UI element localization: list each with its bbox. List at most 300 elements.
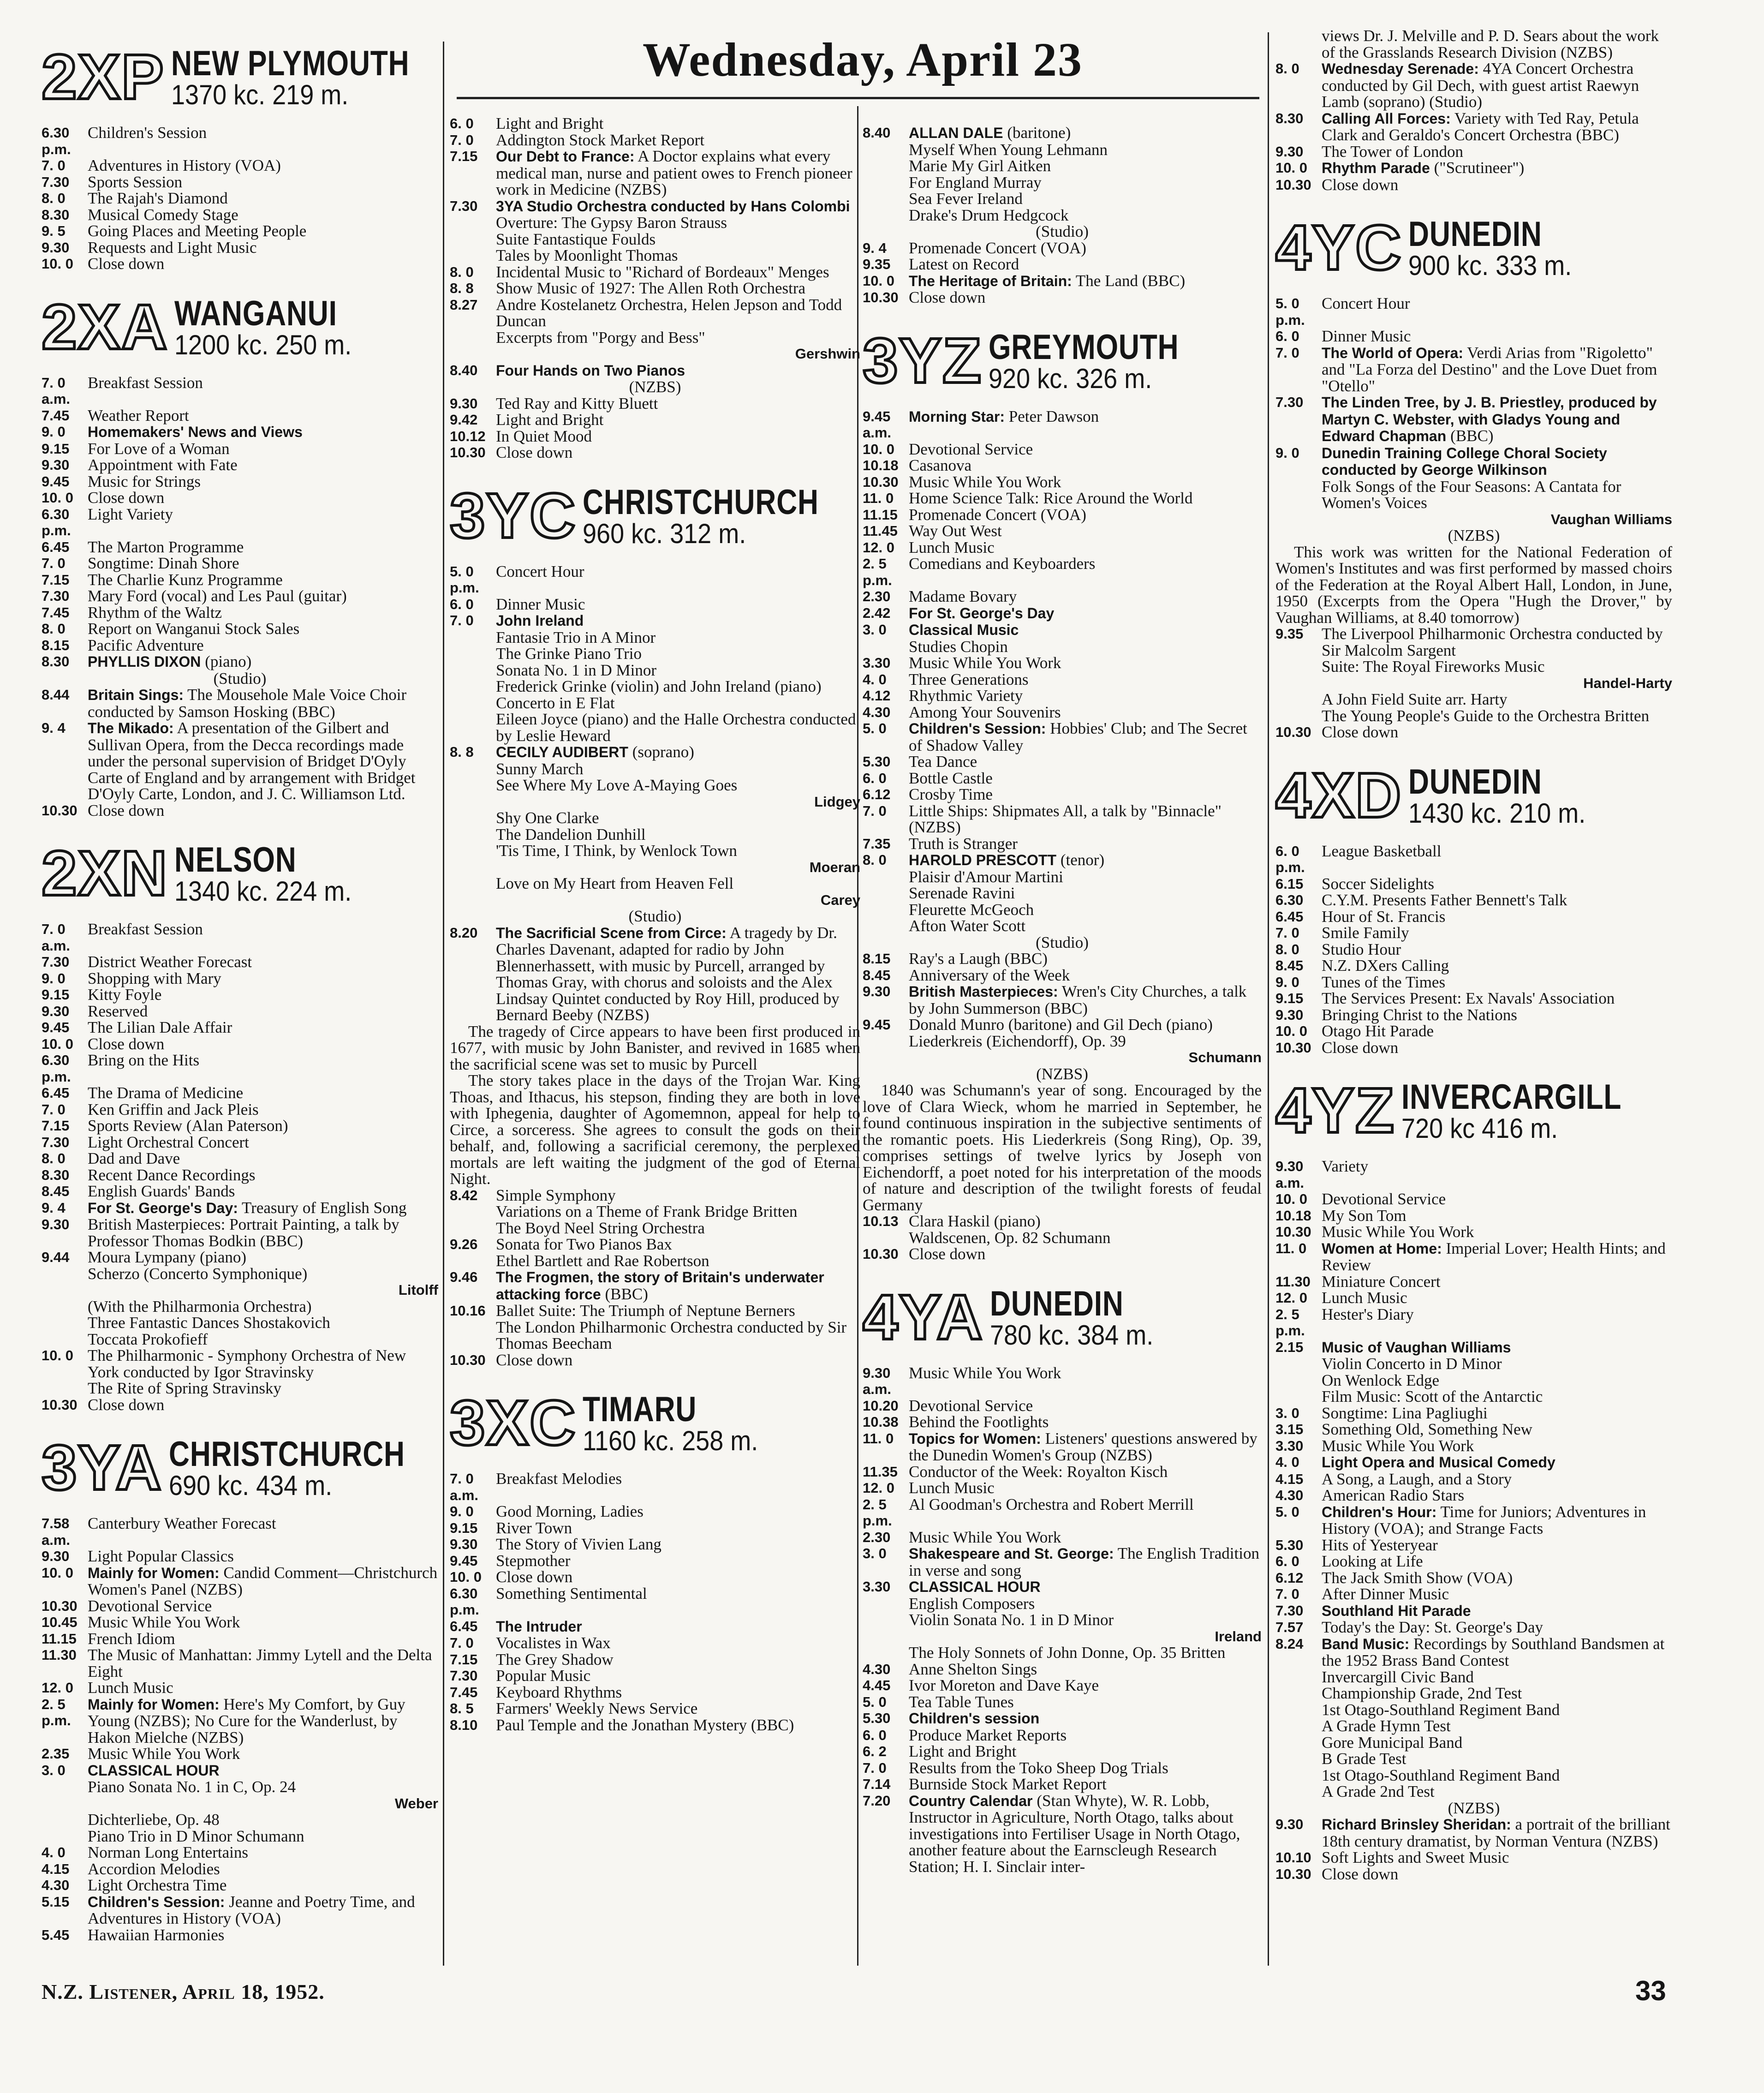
programme-title: Close down xyxy=(496,1568,573,1586)
programme-item xyxy=(450,198,860,215)
programme-title: Mainly for Women: Candid Comment—Christchurch Women's Panel (NZBS) xyxy=(88,1563,438,1598)
programme-time: 9. 4 xyxy=(42,1199,66,1216)
programme-title: Close down xyxy=(88,1395,165,1414)
programme-title: Farmers' Weekly News Service xyxy=(496,1699,698,1717)
programme-time: 4.15 xyxy=(42,1860,70,1877)
programme-time: 6.30 p.m. xyxy=(42,125,71,157)
bold-title: Children's Session: xyxy=(909,720,1046,737)
programme-detail: Liederkreis (Eichendorff), Op. 39 xyxy=(909,1032,1126,1050)
programme-detail: Toccata Prokofieff xyxy=(88,1330,208,1348)
programme-time: 8.24 xyxy=(1275,1635,1304,1652)
programme-item xyxy=(863,1710,1262,1727)
programme-title: Dinner Music xyxy=(1322,327,1411,345)
programme-time: 12. 0 xyxy=(863,539,894,556)
programme-list xyxy=(42,375,438,819)
programme-title: Al Goodman's Orchestra and Robert Merrill xyxy=(909,1495,1194,1513)
programme-time: 10. 0 xyxy=(42,1347,73,1363)
programme-item xyxy=(450,1352,860,1369)
programme-title: Rhythm Parade ("Scrutineer") xyxy=(1322,159,1525,177)
bold-title: Mainly for Women: xyxy=(88,1696,220,1713)
programme-time: 5. 0 p.m. xyxy=(450,563,479,596)
station-info xyxy=(1401,1077,1670,1144)
programme-time: 2. 5 p.m. xyxy=(863,556,892,588)
programme-title: Lunch Music xyxy=(88,1679,173,1697)
programme-title: Hour of St. Francis xyxy=(1322,907,1446,926)
programme-title: Music While You Work xyxy=(909,654,1061,672)
station-frequency: 1340 kc. 224 m. xyxy=(174,876,352,907)
programme-title: Shopping with Mary xyxy=(88,969,221,987)
programme-title: Sonata for Two Pianos Bax xyxy=(496,1235,672,1253)
programme-item xyxy=(42,1861,438,1878)
programme-item xyxy=(42,954,438,970)
programme-time: 2. 5 p.m. xyxy=(863,1496,892,1529)
programme-title: Breakfast Melodies xyxy=(496,1470,622,1488)
station-block xyxy=(1275,28,1672,193)
programme-item xyxy=(1275,394,1672,445)
station-info xyxy=(1408,217,1590,280)
programme-item xyxy=(42,1003,438,1020)
programme-title: Close down xyxy=(496,443,573,461)
programme-title: Our Debt to France: A Doctor explains what every medical man, nurse and patient owes to French pioneer work in Medicine (NZBS) xyxy=(496,147,852,198)
station-city: DUNEDIN xyxy=(1408,762,1543,801)
programme-time: 9.30 xyxy=(450,1536,478,1552)
station-city: TIMARU xyxy=(583,1390,697,1429)
bold-title: HAROLD PRESCOTT xyxy=(909,852,1061,868)
programme-time: 10. 0 xyxy=(450,1569,482,1585)
programme-time: 7.30 xyxy=(1275,394,1304,410)
programme-time: 5. 0 xyxy=(863,1693,887,1710)
programme-time: 8.45 xyxy=(1275,957,1304,974)
programme-time: 7.30 xyxy=(42,954,70,970)
programme-item xyxy=(450,1635,860,1651)
programme-item xyxy=(42,441,438,457)
bold-title: Children's session xyxy=(909,1710,1040,1727)
programme-title: Light Popular Classics xyxy=(88,1547,234,1565)
programme-time: 11. 0 xyxy=(863,490,894,506)
programme-title: Soccer Sidelights xyxy=(1322,874,1434,893)
programme-item xyxy=(42,490,438,506)
programme-time: 9.15 xyxy=(1275,990,1304,1006)
programme-title: District Weather Forecast xyxy=(88,953,252,971)
programme-item xyxy=(42,506,438,539)
bold-title: Dunedin Training College Choral Society conducted by George Wilkinson xyxy=(1322,444,1607,478)
programme-title: Looking at Life xyxy=(1322,1552,1423,1570)
bold-title: CLASSICAL HOUR xyxy=(909,1579,1041,1595)
programme-time: 10.30 xyxy=(863,289,899,305)
programme-item xyxy=(42,637,438,654)
programme-time: 9. 4 xyxy=(42,720,66,736)
bold-title: British Masterpieces: xyxy=(909,983,1058,1000)
programme-time: 5.30 xyxy=(1275,1537,1304,1553)
programme-time: 8.20 xyxy=(450,924,478,941)
programme-title: C.Y.M. Presents Father Bennett's Talk xyxy=(1322,891,1567,909)
programme-item xyxy=(1275,1487,1672,1504)
programme-detail: 'Tis Time, I Think, by Wenlock Town xyxy=(496,842,737,860)
programme-detail: B Grade Test xyxy=(1322,1750,1406,1768)
programme-time: 8. 5 xyxy=(450,1700,474,1716)
station-city: CHRISTCHURCH xyxy=(583,482,819,522)
programme-item xyxy=(450,297,860,329)
programme-item xyxy=(42,1927,438,1944)
programme-title xyxy=(1322,445,1672,478)
programme-detail: English Composers xyxy=(909,1594,1035,1613)
programme-detail: Afton Water Scott xyxy=(909,917,1026,935)
programme-time: 11.30 xyxy=(1275,1273,1311,1290)
programme-item xyxy=(42,190,438,207)
credit-line: (NZBS) xyxy=(1036,1064,1088,1083)
programme-detail: The Rite of Spring Stravinsky xyxy=(88,1379,281,1397)
programme-time: 8. 0 xyxy=(42,1150,66,1166)
programme-item xyxy=(1275,1339,1672,1356)
programme-time: 6. 0 xyxy=(450,596,474,612)
bold-title: For St. George's Day xyxy=(909,604,1055,622)
programme-item xyxy=(1275,345,1672,395)
programme-time: 9.44 xyxy=(42,1249,70,1265)
programme-time: 2. 5 p.m. xyxy=(1275,1306,1305,1339)
programme-time: 8.30 xyxy=(42,1166,70,1183)
programme-item xyxy=(42,572,438,588)
programme-item xyxy=(863,539,1262,556)
programme-note: The tragedy of Circe appears to have been first produced in 1677, with music by John Banister, and revived in 1685 when the sacrificial scene was set to music by Purcell xyxy=(450,1022,860,1073)
credit-line: (Studio) xyxy=(628,907,682,925)
programme-title: Norman Long Entertains xyxy=(88,1843,248,1861)
bold-title: For St. George's Day: xyxy=(88,1199,238,1216)
programme-title: Tunes of the Times xyxy=(1322,973,1446,991)
programme-item xyxy=(42,125,438,157)
programme-title xyxy=(496,1618,860,1635)
programme-title: Anne Shelton Sings xyxy=(909,1660,1037,1678)
programme-detail: Invercargill Civic Band xyxy=(1322,1668,1474,1686)
programme-title: Bringing Christ to the Nations xyxy=(1322,1005,1517,1024)
programme-item xyxy=(450,1503,860,1520)
programme-title: Close down xyxy=(1322,723,1399,741)
station-callsign: 3YA xyxy=(42,1432,162,1503)
programme-title: Recent Dance Recordings xyxy=(88,1166,256,1184)
programme-item xyxy=(863,1480,1262,1496)
column-3 xyxy=(863,125,1262,1892)
programme-time: 7. 0 a.m. xyxy=(42,921,71,954)
programme-item xyxy=(863,588,1262,605)
programme-time: 8.10 xyxy=(450,1716,478,1733)
programme-item xyxy=(450,115,860,132)
programme-item xyxy=(863,507,1262,523)
programme-title: Children's Session: Jeanne and Poetry Time, and Adventures in History (VOA) xyxy=(88,1892,415,1927)
programme-time: 7.30 xyxy=(42,173,70,190)
credit-line: (NZBS) xyxy=(1448,1799,1500,1817)
programme-item xyxy=(42,987,438,1003)
programme-detail: The London Philharmonic Orchestra conducted by Sir Thomas Beecham xyxy=(496,1318,847,1352)
station-header xyxy=(1275,758,1672,831)
programme-time: 10.30 xyxy=(42,1597,77,1614)
programme-detail: Drake's Drum Hedgcock xyxy=(909,206,1069,224)
column-rule-3 xyxy=(1268,32,1269,1966)
programme-time: 9. 4 xyxy=(863,239,887,256)
station-header xyxy=(42,836,438,909)
programme-title: The Mikado: A presentation of the Gilbert and Sullivan Opera, from the Decca recordings made under the personal supervision of Bridget D'Oyly Carte of England and by arrangement with Bridget D'Oyly Carte, London, and J. C. Williamson Ltd. xyxy=(88,719,416,803)
programme-time: 11.35 xyxy=(863,1463,898,1480)
programme-item xyxy=(450,1236,860,1253)
programme-item xyxy=(42,555,438,572)
programme-time: 8. 0 xyxy=(450,263,474,280)
programme-title: Little Ships: Shipmates All, a talk by "Binnacle" (NZBS) xyxy=(909,801,1222,836)
programme-title: Sports Review (Alan Paterson) xyxy=(88,1117,288,1135)
programme-time: 8.27 xyxy=(450,296,478,313)
station-callsign: 2XN xyxy=(42,838,168,909)
programme-item xyxy=(450,1536,860,1553)
programme-item xyxy=(42,1150,438,1167)
programme-time: 6. 0 xyxy=(1275,328,1299,344)
programme-title: The Heritage of Britain: The Land (BBC) xyxy=(909,271,1186,290)
programme-title: Latest on Record xyxy=(909,255,1019,273)
station-header xyxy=(863,323,1262,396)
station-city: NEW PLYMOUTH xyxy=(171,44,410,83)
bold-title: CECILY AUDIBERT xyxy=(496,744,632,760)
programme-item xyxy=(450,1668,860,1684)
programme-detail: Myself When Young Lehmann xyxy=(909,140,1108,159)
programme-time: 3.30 xyxy=(863,1579,891,1595)
station-callsign: 4XD xyxy=(1275,759,1402,831)
programme-title: Close down xyxy=(88,1035,165,1053)
station-frequency: 1370 kc. 219 m. xyxy=(171,79,349,110)
programme-item xyxy=(1275,1849,1672,1866)
programme-item xyxy=(42,1680,438,1696)
programme-title: Lunch Music xyxy=(909,538,995,556)
programme-item xyxy=(1275,1274,1672,1290)
programme-title: Among Your Souvenirs xyxy=(909,703,1061,721)
programme-title: Music While You Work xyxy=(909,1363,1061,1382)
programme-title: Mary Ford (vocal) and Les Paul (guitar) xyxy=(88,587,347,605)
programme-item xyxy=(863,1743,1262,1760)
programme-item xyxy=(863,125,1262,142)
programme-time: 8. 0 xyxy=(1275,941,1299,957)
programme-item xyxy=(863,1793,1262,1875)
programme-item xyxy=(1275,110,1672,144)
programme-item xyxy=(450,596,860,613)
bold-title: The Mikado: xyxy=(88,720,174,736)
programme-item xyxy=(42,223,438,239)
programme-title: Crosby Time xyxy=(909,785,993,803)
programme-title: Promenade Concert (VOA) xyxy=(909,505,1086,524)
programme-title: Promenade Concert (VOA) xyxy=(909,239,1086,257)
programme-title: Close down xyxy=(496,1351,573,1369)
programme-time: 5.30 xyxy=(863,753,891,770)
station-info xyxy=(174,293,373,360)
programme-title: Andre Kostelanetz Orchestra, Helen Jepson and Todd Duncan xyxy=(496,295,842,330)
programme-time: 9.30 xyxy=(450,395,478,412)
programme-item xyxy=(863,720,1262,753)
station-callsign: 4YA xyxy=(863,1281,983,1353)
programme-title: The Drama of Medicine xyxy=(88,1084,244,1102)
programme-title: Home Science Talk: Rice Around the World xyxy=(909,489,1193,507)
programme-item xyxy=(42,604,438,621)
programme-item xyxy=(42,1647,438,1680)
station-info xyxy=(174,840,371,907)
programme-detail: Sea Fever Ireland xyxy=(909,190,1023,208)
credit-line: (NZBS) xyxy=(629,378,681,396)
programme-item xyxy=(863,441,1262,458)
programme-time: 7.57 xyxy=(1275,1619,1304,1635)
programme-title: Rhythmic Variety xyxy=(909,687,1023,705)
programme-time: 7.15 xyxy=(42,1118,70,1134)
programme-title: Ivor Moreton and Dave Kaye xyxy=(909,1676,1099,1694)
programme-title: Appointment with Fate xyxy=(88,456,238,474)
credit-line: (Studio) xyxy=(1036,222,1089,240)
programme-time: 10. 0 xyxy=(863,272,894,289)
programme-title: Otago Hit Parade xyxy=(1322,1022,1434,1040)
programme-item xyxy=(450,412,860,428)
programme-title: Miniature Concert xyxy=(1322,1272,1441,1291)
programme-item xyxy=(1275,1570,1672,1586)
programme-item xyxy=(1275,626,1672,658)
programme-time: 12. 0 xyxy=(42,1680,73,1696)
programme-item xyxy=(1275,144,1672,160)
programme-item xyxy=(1275,1553,1672,1570)
station-info xyxy=(169,1437,457,1500)
programme-item xyxy=(42,1167,438,1184)
programme-title xyxy=(909,605,1262,622)
programme-time: 7. 0 xyxy=(1275,1586,1299,1602)
programme-title: Moura Lympany (piano) xyxy=(88,1248,247,1266)
programme-time: 7.15 xyxy=(450,1651,478,1668)
programme-time: 2.30 xyxy=(863,1529,891,1545)
programme-time: 7. 0 a.m. xyxy=(42,374,71,407)
station-block xyxy=(42,40,438,272)
programme-detail: On Wenlock Edge xyxy=(1322,1371,1440,1389)
station-header xyxy=(1275,210,1672,283)
programme-title: The Charlie Kunz Programme xyxy=(88,570,283,589)
bold-title: Southland Hit Parade xyxy=(1322,1602,1471,1619)
programme-item xyxy=(42,802,438,819)
programme-time: 4.12 xyxy=(863,688,891,704)
programme-title: After Dinner Music xyxy=(1322,1585,1449,1603)
programme-title: Report on Wanganui Stock Sales xyxy=(88,620,300,638)
programme-list xyxy=(863,408,1262,1262)
programme-item xyxy=(863,1246,1262,1262)
programme-item xyxy=(1275,974,1672,991)
programme-title: Anniversary of the Week xyxy=(909,966,1070,984)
programme-time: 10. 0 xyxy=(42,256,73,272)
programme-title: A Song, a Laugh, and a Story xyxy=(1322,1470,1512,1488)
programme-time: 7.15 xyxy=(450,148,478,164)
programme-list xyxy=(1275,843,1672,1056)
station-city: INVERCARGILL xyxy=(1401,1077,1622,1117)
bold-title: 3YA Studio Orchestra conducted by Hans Colombi xyxy=(496,197,850,215)
station-city: DUNEDIN xyxy=(989,1284,1124,1323)
programme-time: 10. 0 xyxy=(1275,1023,1307,1039)
programme-time: 6. 0 xyxy=(450,115,474,132)
programme-time: 8. 0 xyxy=(1275,60,1299,77)
programme-time: 4.30 xyxy=(42,1877,70,1893)
programme-item xyxy=(863,1529,1262,1546)
programme-item xyxy=(450,1618,860,1635)
programme-title: The Lilian Dale Affair xyxy=(88,1018,232,1036)
bold-title: Calling All Forces: xyxy=(1322,110,1451,127)
programme-detail: Fantasie Trio in A Minor xyxy=(496,628,656,646)
programme-time: 2. 5 p.m. xyxy=(42,1696,71,1728)
programme-title: In Quiet Mood xyxy=(496,427,592,445)
bold-title: Wednesday Serenade: xyxy=(1322,60,1479,77)
station-info xyxy=(171,46,462,109)
programme-title: Smile Family xyxy=(1322,924,1409,942)
bold-title: Mainly for Women: xyxy=(88,1564,220,1581)
programme-item xyxy=(1275,941,1672,958)
programme-time: 8.40 xyxy=(863,125,891,141)
programme-time: 10.30 xyxy=(863,1246,899,1262)
programme-detail: Dichterliebe, Op. 48 xyxy=(88,1811,220,1829)
programme-item xyxy=(863,605,1262,622)
programme-title: Songtime: Lina Pagliughi xyxy=(1322,1404,1488,1422)
programme-title: Hester's Diary xyxy=(1322,1305,1414,1323)
station-block xyxy=(863,1280,1262,1875)
programme-title xyxy=(88,1762,438,1779)
programme-item xyxy=(863,1579,1262,1596)
programme-title: Something Old, Something New xyxy=(1322,1420,1532,1438)
programme-item xyxy=(863,786,1262,803)
programme-time: 2.30 xyxy=(863,588,891,604)
bold-title: Morning Star: xyxy=(909,408,1005,425)
programme-time: 5.45 xyxy=(42,1926,70,1943)
station-callsign: 3YC xyxy=(450,480,577,551)
programme-time: 9.30 xyxy=(42,457,70,473)
programme-title: Devotional Service xyxy=(909,440,1033,458)
programme-time: 8. 0 xyxy=(42,190,66,206)
station-callsign: 3XC xyxy=(450,1387,577,1459)
programme-time: 6.30 xyxy=(1275,892,1304,908)
programme-title: Donald Munro (baritone) and Gil Dech (piano) xyxy=(909,1016,1213,1034)
station-callsign: 3YZ xyxy=(863,325,983,396)
programme-detail: 1st Otago-Southland Regiment Band xyxy=(1322,1766,1560,1784)
programme-time: 8.45 xyxy=(42,1183,70,1199)
programme-title: The Services Present: Ex Navals' Association xyxy=(1322,989,1615,1007)
programme-item xyxy=(42,157,438,174)
programme-item xyxy=(42,1347,438,1380)
programme-time: 10.30 xyxy=(1275,176,1311,193)
programme-detail: See Where My Love A-Maying Goes xyxy=(496,776,738,794)
bold-title: Britain Sings: xyxy=(88,687,184,703)
programme-time: 11.15 xyxy=(863,506,898,523)
programme-title: The Sacrificial Scene from Circe: A tragedy by Dr. Charles Davenant, adapted for radio by John Blennerhassett, with music by Purcell, arranged by Thomas Gray, with chorus and soloists and the Alex Lindsay Quintet conducted by Roy Hill, produced by Bernard Beeby (NZBS) xyxy=(496,923,840,1024)
programme-title: Musical Comedy Stage xyxy=(88,205,238,224)
station-info xyxy=(990,1286,1172,1349)
programme-title: Light Orchestral Concert xyxy=(88,1133,249,1151)
programme-detail: Piano Trio in D Minor Schumann xyxy=(88,1827,304,1845)
bold-title: CLASSICAL HOUR xyxy=(88,1762,220,1779)
programme-item xyxy=(42,1397,438,1413)
programme-time: 6.15 xyxy=(1275,875,1304,892)
programme-title: Lunch Music xyxy=(909,1479,995,1497)
programme-item xyxy=(1275,1586,1672,1603)
programme-time: 7.45 xyxy=(42,407,70,424)
programme-item xyxy=(42,207,438,223)
programme-time: 11.30 xyxy=(42,1647,77,1663)
programme-item xyxy=(863,836,1262,852)
programme-item xyxy=(1275,957,1672,974)
programme-time: 6.12 xyxy=(863,786,891,802)
programme-item xyxy=(1275,177,1672,193)
bold-title: The Sacrificial Scene from Circe: xyxy=(496,924,727,941)
programme-time: 8.30 xyxy=(1275,110,1304,126)
page-heading: Wednesday, April 23 xyxy=(643,33,1083,86)
programme-title: Soft Lights and Sweet Music xyxy=(1322,1848,1509,1866)
programme-item xyxy=(1275,60,1672,110)
programme-item xyxy=(863,1365,1262,1398)
programme-item xyxy=(42,1036,438,1052)
programme-title: Light and Bright xyxy=(909,1742,1017,1760)
programme-item xyxy=(863,770,1262,787)
programme-title: Close down xyxy=(88,255,165,273)
programme-item xyxy=(42,588,438,604)
programme-time: 10.30 xyxy=(42,1396,77,1413)
